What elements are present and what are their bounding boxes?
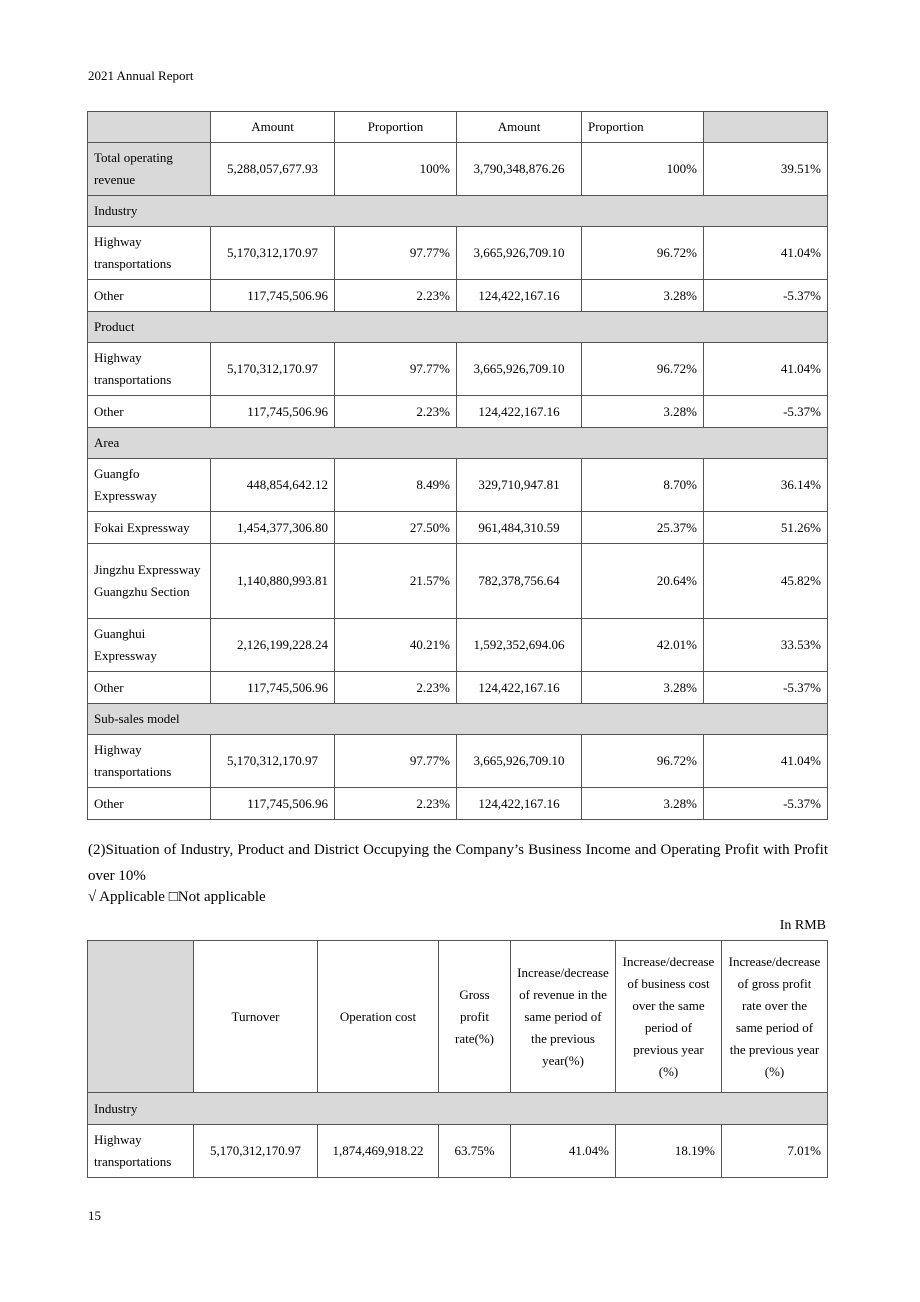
currency-unit: In RMB bbox=[779, 918, 826, 933]
section-title: Product bbox=[88, 312, 828, 343]
table-cell: 117,745,506.96 bbox=[211, 788, 335, 820]
header-cell: Proportion bbox=[335, 112, 457, 143]
row-label: Other bbox=[88, 396, 211, 428]
table-cell: 329,710,947.81 bbox=[457, 459, 582, 512]
table-row bbox=[88, 1125, 828, 1178]
table-cell: 124,422,167.16 bbox=[457, 396, 582, 428]
table-cell: -5.37% bbox=[704, 788, 828, 820]
table-cell: 1,592,352,694.06 bbox=[457, 619, 582, 672]
table-cell: 18.19% bbox=[616, 1125, 722, 1178]
table-row bbox=[88, 788, 828, 820]
table-cell: 2.23% bbox=[335, 280, 457, 312]
table-row bbox=[88, 512, 828, 544]
table-cell: 5,170,312,170.97 bbox=[194, 1125, 318, 1178]
row-label: Guangfo Expressway bbox=[88, 459, 211, 512]
section-title: Industry bbox=[88, 196, 828, 227]
section-title: Sub-sales model bbox=[88, 704, 828, 735]
table-cell: 117,745,506.96 bbox=[211, 280, 335, 312]
header-cell: Turnover bbox=[194, 941, 318, 1093]
row-label: Other bbox=[88, 672, 211, 704]
table-cell: 2.23% bbox=[335, 788, 457, 820]
table-cell: 7.01% bbox=[722, 1125, 828, 1178]
table-cell: 3,790,348,876.26 bbox=[457, 143, 582, 196]
revenue-composition-table bbox=[87, 111, 828, 820]
table-cell: 45.82% bbox=[704, 544, 828, 619]
table-cell: 3.28% bbox=[582, 280, 704, 312]
report-header: 2021 Annual Report bbox=[88, 68, 194, 83]
section-row bbox=[88, 428, 828, 459]
table-cell: 3.28% bbox=[582, 788, 704, 820]
table-cell: 40.21% bbox=[335, 619, 457, 672]
section-row bbox=[88, 196, 828, 227]
table-row bbox=[88, 396, 828, 428]
table-cell: 42.01% bbox=[582, 619, 704, 672]
row-label: Highway transportations bbox=[88, 735, 211, 788]
section-heading: (2)Situation of Industry, Product and District Occupying the Company’s Business Income and Operating Profit with Profit over 10% bbox=[88, 842, 828, 884]
table-cell: 124,422,167.16 bbox=[457, 280, 582, 312]
row-label: Guanghui Expressway bbox=[88, 619, 211, 672]
table-cell: 1,454,377,306.80 bbox=[211, 512, 335, 544]
table-cell: 961,484,310.59 bbox=[457, 512, 582, 544]
table-cell: 27.50% bbox=[335, 512, 457, 544]
table-header-row bbox=[88, 112, 828, 143]
table-cell: 2.23% bbox=[335, 672, 457, 704]
table-cell: 8.70% bbox=[582, 459, 704, 512]
table-cell: 33.53% bbox=[704, 619, 828, 672]
table-cell: 3,665,926,709.10 bbox=[457, 343, 582, 396]
header-cell: Amount bbox=[457, 112, 582, 143]
table-cell: 41.04% bbox=[704, 227, 828, 280]
table-cell: 100% bbox=[335, 143, 457, 196]
table-cell: -5.37% bbox=[704, 672, 828, 704]
section-row bbox=[88, 312, 828, 343]
table-cell: 124,422,167.16 bbox=[457, 672, 582, 704]
table-row bbox=[88, 280, 828, 312]
table-cell: 51.26% bbox=[704, 512, 828, 544]
table-row bbox=[88, 143, 828, 196]
table-cell: 3.28% bbox=[582, 672, 704, 704]
table-row bbox=[88, 544, 828, 619]
table-cell: 20.64% bbox=[582, 544, 704, 619]
section-title: Industry bbox=[88, 1093, 828, 1125]
table-row bbox=[88, 227, 828, 280]
header-cell: Increase/decrease of revenue in the same period of the previous year(%) bbox=[511, 941, 616, 1093]
table-cell: 97.77% bbox=[335, 343, 457, 396]
row-label: Total operating revenue bbox=[88, 143, 211, 196]
profit-breakdown-table bbox=[87, 940, 828, 1178]
table-cell: 3.28% bbox=[582, 396, 704, 428]
header-cell: Proportion bbox=[582, 112, 704, 143]
table-cell: 5,170,312,170.97 bbox=[211, 735, 335, 788]
table-cell: 97.77% bbox=[335, 227, 457, 280]
table-row bbox=[88, 343, 828, 396]
table-cell: 41.04% bbox=[704, 343, 828, 396]
table-cell: 2,126,199,228.24 bbox=[211, 619, 335, 672]
header-cell bbox=[704, 112, 828, 143]
header-cell: Increase/decrease of gross profit rate over the same period of the previous year (%) bbox=[722, 941, 828, 1093]
table-cell: 117,745,506.96 bbox=[211, 396, 335, 428]
table-cell: 100% bbox=[582, 143, 704, 196]
applicable-note: √ Applicable □Not applicable bbox=[88, 889, 266, 905]
table-cell: 1,140,880,993.81 bbox=[211, 544, 335, 619]
table-cell: 21.57% bbox=[335, 544, 457, 619]
table-cell: 5,170,312,170.97 bbox=[211, 343, 335, 396]
table-cell: 97.77% bbox=[335, 735, 457, 788]
table-cell: 124,422,167.16 bbox=[457, 788, 582, 820]
table-cell: 63.75% bbox=[439, 1125, 511, 1178]
header-cell bbox=[88, 112, 211, 143]
table-cell: 117,745,506.96 bbox=[211, 672, 335, 704]
header-cell: Gross profit rate(%) bbox=[439, 941, 511, 1093]
header-cell: Increase/decrease of business cost over the same period of previous year (%) bbox=[616, 941, 722, 1093]
table-cell: 39.51% bbox=[704, 143, 828, 196]
table-cell: 96.72% bbox=[582, 227, 704, 280]
table-cell: 25.37% bbox=[582, 512, 704, 544]
table-cell: -5.37% bbox=[704, 280, 828, 312]
table-row bbox=[88, 672, 828, 704]
row-label: Other bbox=[88, 280, 211, 312]
header-cell bbox=[88, 941, 194, 1093]
table-cell: 96.72% bbox=[582, 343, 704, 396]
table-row bbox=[88, 619, 828, 672]
table-row bbox=[88, 735, 828, 788]
header-cell: Operation cost bbox=[318, 941, 439, 1093]
header-cell: Amount bbox=[211, 112, 335, 143]
table-cell: 5,288,057,677.93 bbox=[211, 143, 335, 196]
table-cell: 36.14% bbox=[704, 459, 828, 512]
table-cell: 1,874,469,918.22 bbox=[318, 1125, 439, 1178]
table-header-row bbox=[88, 941, 828, 1093]
table-cell: 3,665,926,709.10 bbox=[457, 227, 582, 280]
row-label: Highway transportations bbox=[88, 1125, 194, 1178]
table-cell: 2.23% bbox=[335, 396, 457, 428]
table-cell: 5,170,312,170.97 bbox=[211, 227, 335, 280]
row-label: Highway transportations bbox=[88, 227, 211, 280]
table-row bbox=[88, 459, 828, 512]
page-number: 15 bbox=[88, 1208, 101, 1223]
table-cell: 782,378,756.64 bbox=[457, 544, 582, 619]
row-label: Jingzhu Expressway Guangzhu Section bbox=[88, 544, 211, 619]
table-cell: 3,665,926,709.10 bbox=[457, 735, 582, 788]
section-row bbox=[88, 1093, 828, 1125]
row-label: Other bbox=[88, 788, 211, 820]
row-label: Highway transportations bbox=[88, 343, 211, 396]
table-cell: 41.04% bbox=[511, 1125, 616, 1178]
section-title: Area bbox=[88, 428, 828, 459]
table-cell: 448,854,642.12 bbox=[211, 459, 335, 512]
table-cell: 8.49% bbox=[335, 459, 457, 512]
table-cell: 96.72% bbox=[582, 735, 704, 788]
row-label: Fokai Expressway bbox=[88, 512, 211, 544]
table-cell: -5.37% bbox=[704, 396, 828, 428]
section-row bbox=[88, 704, 828, 735]
table-cell: 41.04% bbox=[704, 735, 828, 788]
